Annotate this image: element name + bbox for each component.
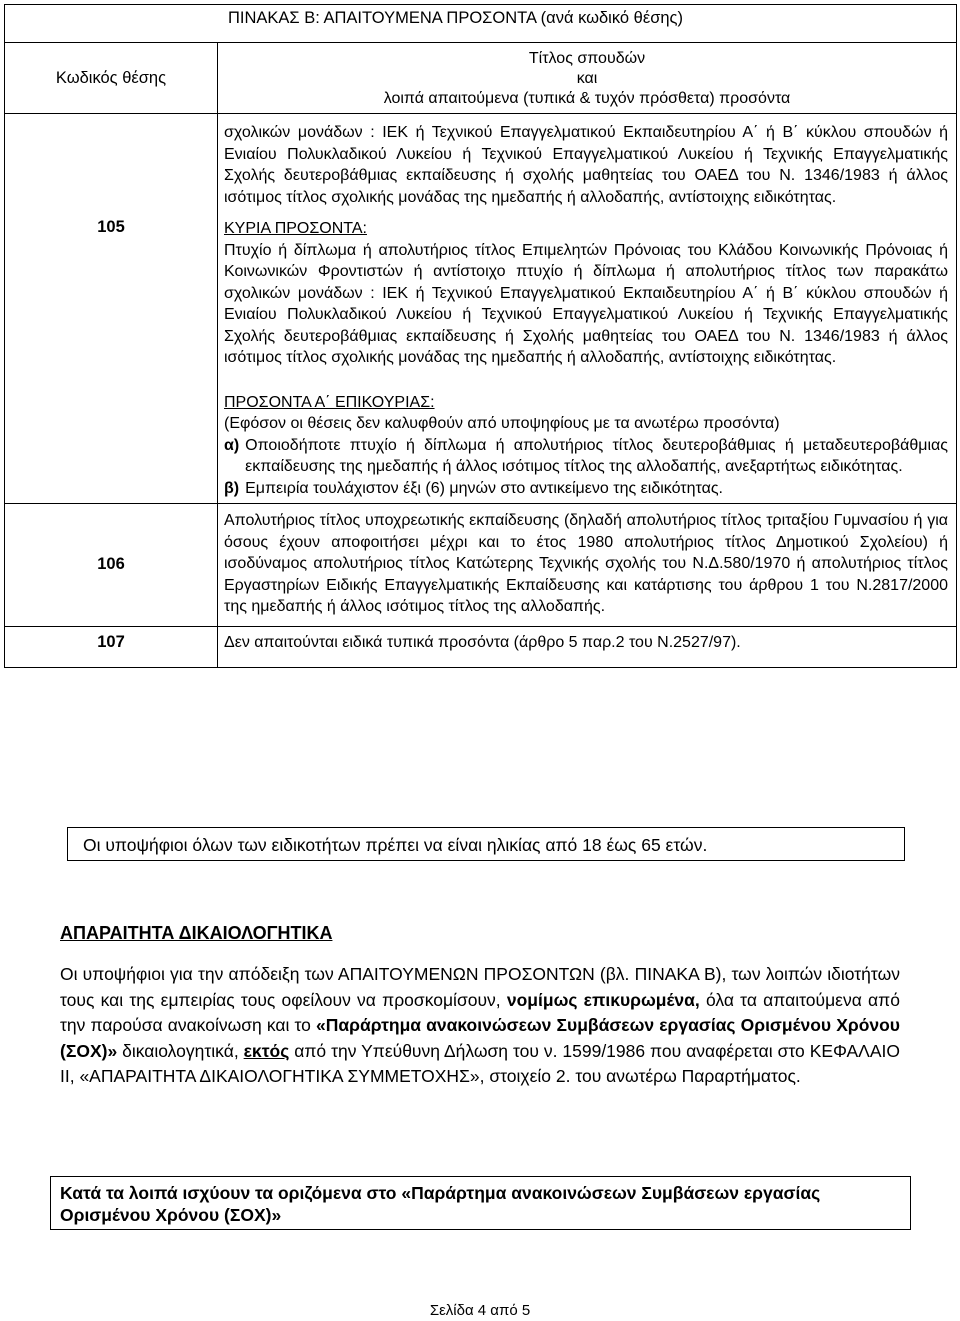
requirements-table <box>4 4 957 668</box>
age-notice: Οι υποψήφιοι όλων των ειδικοτήτων πρέπει να είναι ηλικίας από 18 έως 65 ετών. <box>67 827 905 861</box>
page-number: Σελίδα 4 από 5 <box>429 1302 531 1319</box>
documents-text-2: όλα τα απαιτούμενα από την παρούσα ανακοίνωση και το <box>60 989 900 1035</box>
documents-text-1: Οι υποψήφιοι για την απόδειξη των ΑΠΑΙΤΟΥΜΕΝΩΝ ΠΡΟΣΟΝΤΩΝ (βλ. ΠΙΝΑΚΑ Β), των λοιπών ιδιοτήτων τους και της εμπειρίας τους οφείλουν να προσκομίσουν, <box>60 964 900 1010</box>
table-row <box>5 504 957 627</box>
documents-heading: ΑΠΑΡΑΙΤΗΤΑ ΔΙΚΑΙΟΛΟΓΗΤΙΚΑ <box>60 923 333 943</box>
documents-bold-except: εκτός <box>243 1040 290 1061</box>
column-header-code: Κωδικός θέσης <box>5 43 218 114</box>
table-row <box>5 626 957 667</box>
table-title: ΠΙΝΑΚΑΣ Β: ΑΠΑΙΤΟΥΜΕΝΑ ΠΡΟΣΟΝΤΑ (ανά κωδικό θέσης) <box>5 5 957 43</box>
item-text-b: Εμπειρία τουλάχιστον έξι (6) μηνών στο αντικείμενο της ειδικότητας. <box>245 479 723 497</box>
header-line-3: λοιπά απαιτούμενα (τυπικά & τυχόν πρόσθετα) προσόντα <box>383 90 791 107</box>
position-code-106: 106 <box>5 504 218 627</box>
auxiliary-intro: (Εφόσον οι θέσεις δεν καλυφθούν από υποψηφίους με τα ανωτέρω προσόντα) <box>224 415 780 432</box>
documents-bold-annex: «Παράρτημα ανακοινώσεων Συμβάσεων εργασίας Ορισμένου Χρόνου (ΣΟΧ)» <box>60 1015 900 1061</box>
documents-bold-certified: νομίμως επικυρωμένα, <box>506 989 700 1010</box>
table-row <box>5 212 957 504</box>
main-qualifications-text: Πτυχίο ή δίπλωμα ή απολυτήριος τίτλος Επιμελητών Πρόνοιας του Κλάδου Κοινωνικής Πρόνοιας ή Κοινωνικών Φροντιστών ή αντίστοιχο πτυχίο ή δίπλωμα ή απολυτήριος τίτλος των παρακάτω σχολικών μονάδων : ΙΕΚ ή Τεχνικού Επαγγελματικού Εκπαιδευτηρίου Α΄ ή Β΄ κύκλου σπουδών ή Ενιαίου Πολυκλαδικού Λυκείου ή Τεχνικού Επαγγελματικού Λυκείου ή Τεχνικής Επαγγελματικής Σχολής δευτεροβάθμιας εκπαίδευσης ή Σχολής μαθητείας του ΟΑΕΔ του Ν. 1346/1983 ή άλλος ισότιμος τίτλος σχολικής μονάδας της ημεδαπής ή αλλοδαπής, αντίστοιχης ειδικότητας. <box>224 241 948 366</box>
position-106-text: Απολυτήριος τίτλος υποχρεωτικής εκπαίδευσης (δηλαδή απολυτήριος τίτλος τριταξίου Γυμνασίου ή για όσους έχουν αποφοιτήσει μέχρι και το έτος 1980 απολυτήριος τίτλος Δημοτικού Σχολείου) ή ισοδύναμος απολυτήριος τίτλος Κατώτερης Τεχνικής σχολής του Ν.Δ.580/1970 ή απολυτήριος τίτλος Εργαστηρίων Ειδικής Επαγγελματικής Εκπαίδευσης και κατάρτισης του άρθρου 1 του Ν.2817/2000 της ημεδαπής ή άλλος ισότιμος τίτλος της αλλοδαπής. <box>224 512 948 615</box>
table-row <box>5 114 957 213</box>
position-code-105: 105 <box>5 212 218 504</box>
final-note: Κατά τα λοιπά ισχύουν τα οριζόμενα στο «Παράρτημα ανακοινώσεων Συμβάσεων εργασίας Ορισμένου Χρόνου (ΣΟΧ)» <box>50 1176 911 1230</box>
item-text-a: Οποιοδήποτε πτυχίο ή δίπλωμα ή απολυτήριος τίτλος δευτεροβάθμιας ή μεταδευτεροβάθμιας εκπαίδευσης της ημεδαπής ή άλλος ισότιμος τίτλος της αλλοδαπής, ανεξαρτήτως ειδικότητας. <box>245 436 948 475</box>
item-label-a: α) <box>224 436 240 454</box>
continued-text: σχολικών μονάδων : ΙΕΚ ή Τεχνικού Επαγγελματικού Εκπαιδευτηρίου Α΄ ή Β΄ κύκλου σπουδών ή Ενιαίου Πολυκλαδικού Λυκείου ή Τεχνικού Επαγγελματικού Λυκείου ή Τεχνικής Επαγγελματικής Σχολής δευτεροβάθμιας εκπαίδευσης ή σχολής μαθητείας του ΟΑΕΔ του Ν. 1346/1983 ή άλλος ισότιμος τίτλος σχολικής μονάδας της ημεδαπής ή αλλοδαπής, αντίστοιχης ειδικότητας. <box>224 124 948 206</box>
position-107-text: Δεν απαιτούνται ειδικά τυπικά προσόντα (άρθρο 5 παρ.2 του Ν.2527/97). <box>224 633 741 651</box>
item-label-b: β) <box>224 479 240 497</box>
main-qualifications-heading: ΚΥΡΙΑ ΠΡΟΣΟΝΤΑ: <box>224 220 367 237</box>
list-item <box>224 478 948 500</box>
position-code-107: 107 <box>5 626 218 667</box>
documents-text-4: από την Υπεύθυνη Δήλωση του ν. 1599/1986 που αναφέρεται στο ΚΕΦΑΛΑΙΟ ΙΙ, «ΑΠΑΡΑΙΤΗΤΑ ΔΙΚΑΙΟΛΟΓΗΤΙΚΑ ΣΥΜΜΕΤΟΧΗΣ», στοιχείο 2. του ανωτέρω Παραρτήματος. <box>60 1040 901 1086</box>
documents-text-3: δικαιολογητικά, <box>117 1040 244 1061</box>
column-header-qualifications <box>218 43 957 114</box>
header-line-1: Τίτλος σπουδών <box>528 50 646 67</box>
list-item <box>224 435 948 478</box>
documents-paragraph <box>60 962 900 1090</box>
header-line-2: και <box>576 70 598 87</box>
auxiliary-qualifications-heading: ΠΡΟΣΟΝΤΑ Α΄ ΕΠΙΚΟΥΡΙΑΣ: <box>224 393 435 411</box>
